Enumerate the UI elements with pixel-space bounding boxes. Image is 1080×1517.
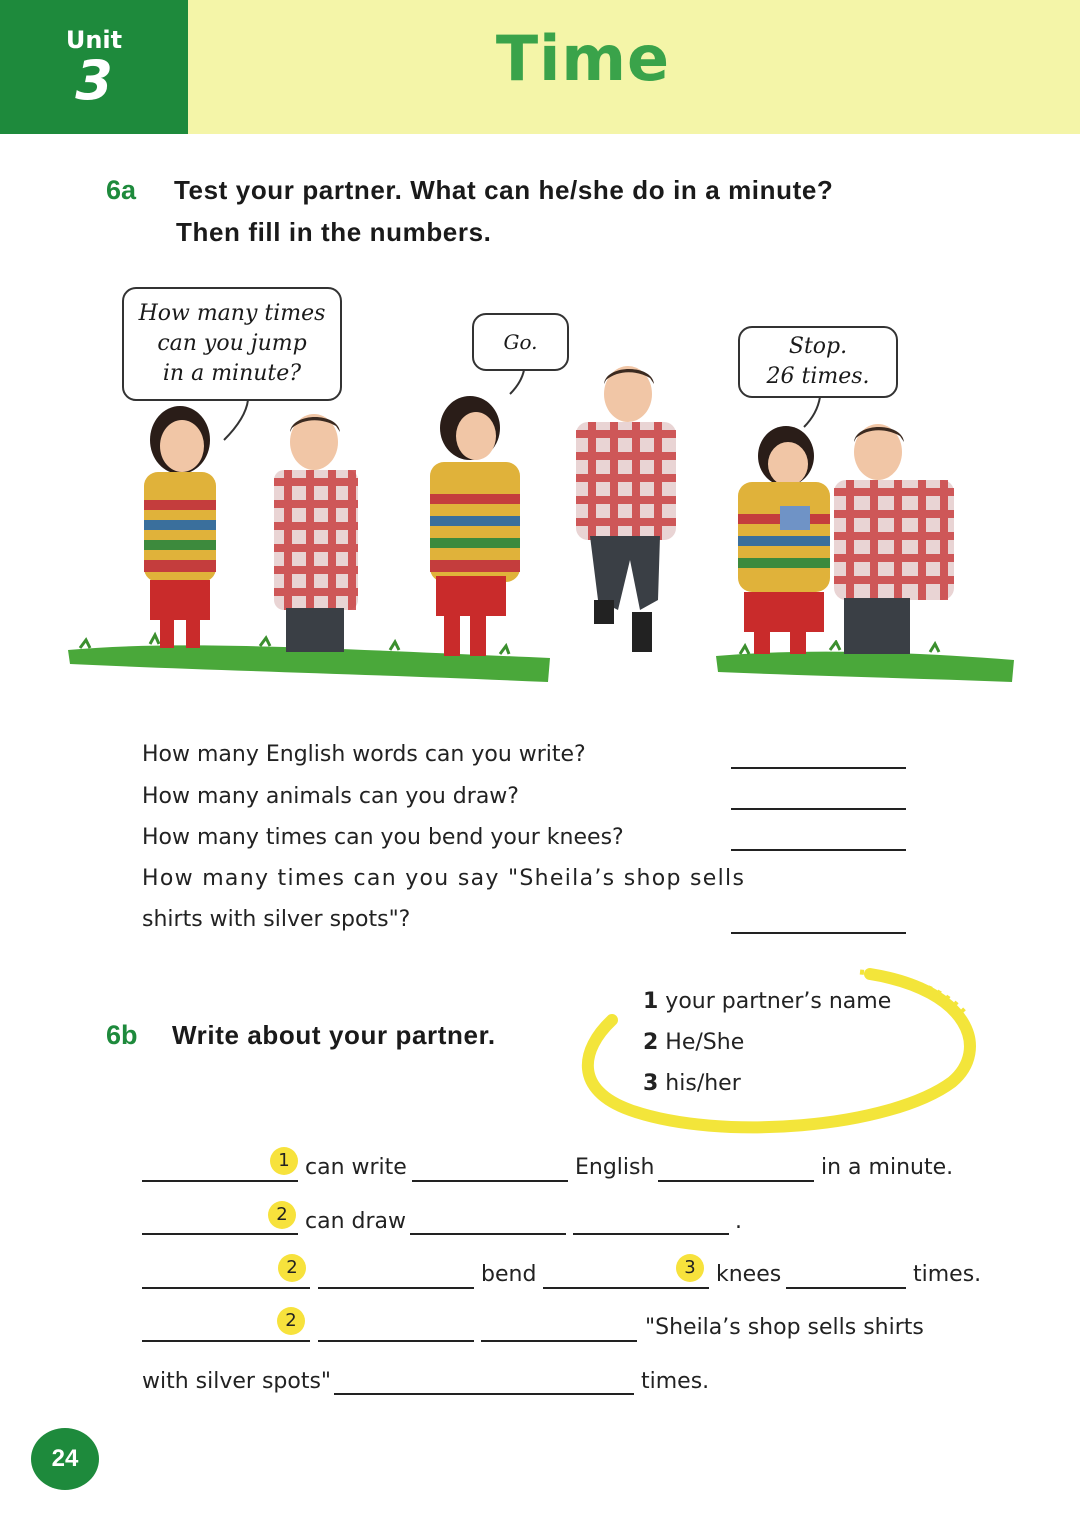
s3-blank-pronoun[interactable] <box>142 1287 310 1289</box>
question-3: How many times can you bend your knees? <box>142 825 624 850</box>
s2-blank-number[interactable] <box>410 1233 566 1235</box>
hint-item-2-text: He/She <box>658 1030 745 1055</box>
answer-blank-2[interactable] <box>731 808 906 810</box>
s3-blank-number[interactable] <box>786 1287 906 1289</box>
s3-blank-verb[interactable] <box>318 1287 474 1289</box>
s3-text-c: times. <box>913 1262 982 1287</box>
s4-text-a: "Sheila’s shop sells shirts <box>645 1315 924 1340</box>
girl-illustration-2 <box>422 390 532 660</box>
boy-illustration-2 <box>826 418 956 658</box>
hint-item-3 <box>643 1071 741 1096</box>
exercise-6b-number: 6b <box>106 1020 138 1050</box>
speech-bubble-go-text: Go. <box>503 330 538 354</box>
s5-text-b: times. <box>641 1369 710 1394</box>
hint-item-1 <box>643 989 891 1014</box>
boy-illustration-1 <box>262 408 362 653</box>
page-title: Time <box>495 22 671 95</box>
page-number: 24 <box>31 1428 99 1490</box>
marker-1: 1 <box>270 1147 298 1175</box>
speech-bubble-stop <box>738 326 898 398</box>
hint-item-1-num: 1 <box>643 989 659 1014</box>
s3-text-b: knees <box>716 1262 782 1287</box>
speech-bubble-stop-line2: 26 times. <box>766 364 870 389</box>
exercise-6a-instruction-line2: Then fill in the numbers. <box>176 217 492 247</box>
hint-item-3-num: 3 <box>643 1071 659 1096</box>
marker-3: 3 <box>676 1254 704 1282</box>
answer-blank-3[interactable] <box>731 849 906 851</box>
hint-oval <box>560 960 980 1140</box>
answer-blank-1[interactable] <box>731 767 906 769</box>
s3-blank-possessive[interactable] <box>543 1287 709 1289</box>
answer-blank-4[interactable] <box>731 932 906 934</box>
speech-bubble-stop-line1: Stop. <box>788 334 848 359</box>
question-4-line2: shirts with silver spots"? <box>142 907 411 932</box>
girl-illustration-3 <box>730 420 840 655</box>
question-1: How many English words can you write? <box>142 742 586 767</box>
question-2: How many animals can you draw? <box>142 784 519 809</box>
s5-blank-number[interactable] <box>334 1393 634 1395</box>
boy-jumping-illustration <box>570 360 680 660</box>
marker-2a: 2 <box>268 1201 296 1229</box>
s1-blank-number[interactable] <box>412 1180 568 1182</box>
s4-blank-pronoun[interactable] <box>142 1340 310 1342</box>
speech-bubble-question-line1: How many times <box>138 301 326 326</box>
speech-bubble-tail-3 <box>798 395 828 431</box>
exercise-6b-instruction: Write about your partner. <box>172 1020 496 1050</box>
s4-blank-say[interactable] <box>481 1340 637 1342</box>
s2-blank-animals[interactable] <box>573 1233 729 1235</box>
s1-blank-words[interactable] <box>658 1180 814 1182</box>
s3-text-a: bend <box>481 1262 537 1287</box>
exercise-6a-instruction-line1: Test your partner. What can he/she do in a minute? <box>174 175 834 205</box>
girl-illustration-1 <box>130 400 230 650</box>
s1-blank-name[interactable] <box>142 1180 298 1182</box>
s2-text-dot: . <box>735 1209 742 1234</box>
speech-bubble-tail-2 <box>506 368 536 398</box>
marker-2b: 2 <box>278 1254 306 1282</box>
question-4-line1: How many times can you say "Sheila’s shop sells <box>142 866 746 891</box>
s1-text-c: in a minute. <box>821 1155 954 1180</box>
s2-text-a: can draw <box>305 1209 406 1234</box>
speech-bubble-question <box>122 287 342 401</box>
marker-2c: 2 <box>277 1307 305 1335</box>
s4-blank-verb[interactable] <box>318 1340 474 1342</box>
hint-item-1-text: your partner’s name <box>658 989 892 1014</box>
unit-number: 3 <box>75 49 113 112</box>
s5-text-a: with silver spots" <box>142 1369 332 1394</box>
speech-bubble-question-line3: in a minute? <box>162 361 302 386</box>
hint-item-2-num: 2 <box>643 1030 659 1055</box>
s1-text-b: English <box>575 1155 655 1180</box>
speech-bubble-go <box>472 313 569 371</box>
unit-label: Unit <box>65 26 123 54</box>
unit-badge <box>0 0 188 134</box>
hint-item-2 <box>643 1030 744 1055</box>
hint-item-3-text: his/her <box>658 1071 741 1096</box>
s2-blank-pronoun[interactable] <box>142 1233 298 1235</box>
exercise-6a-number: 6a <box>106 175 137 205</box>
speech-bubble-tail-1 <box>218 398 258 444</box>
s1-text-a: can write <box>305 1155 407 1180</box>
speech-bubble-question-line2: can you jump <box>157 331 307 356</box>
